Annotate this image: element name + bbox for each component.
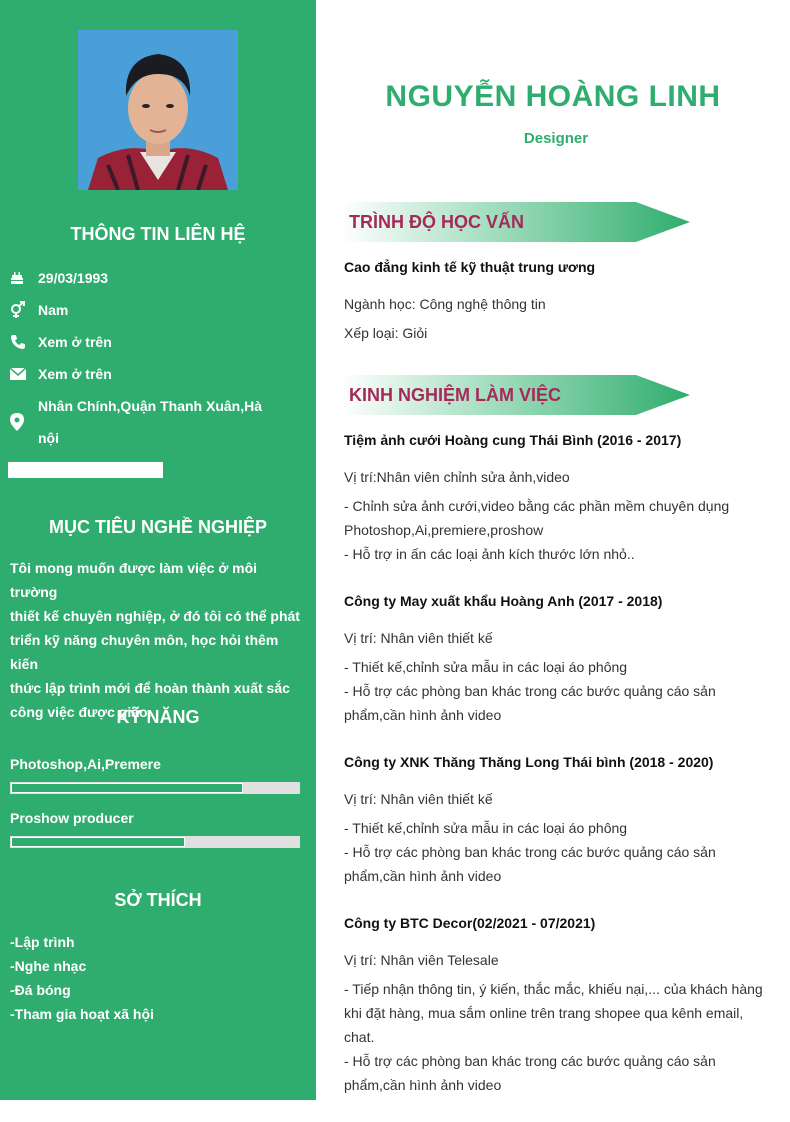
- hobby-item: -Đá bóng: [10, 982, 71, 998]
- address-text: [38, 390, 310, 454]
- contact-gender: [10, 294, 310, 326]
- contact-address: [10, 390, 310, 454]
- contact-email: [10, 358, 310, 390]
- job-line: phẩm,cần hình ảnh video: [344, 707, 502, 723]
- redacted-bar: [8, 462, 163, 478]
- job-line: phẩm,cần hình ảnh video: [344, 1077, 502, 1093]
- job-description: [344, 977, 764, 1097]
- job-line: - Thiết kế,chỉnh sửa mẫu in các loại áo phông: [344, 659, 628, 675]
- job-title: Công ty May xuất khẩu Hoàng Anh (2017 - 2018): [344, 593, 663, 609]
- job-position: Vị trí: Nhân viên Telesale: [344, 952, 499, 968]
- job-line: - Chỉnh sửa ảnh cưới,video bằng các phần mềm chuyên dụng: [344, 498, 730, 514]
- job-line: chat.: [344, 1029, 375, 1045]
- candidate-role: Designer: [523, 130, 589, 147]
- email-text: Xem ở trên: [38, 366, 112, 382]
- gender-icon: [10, 294, 38, 326]
- job-line: - Hỗ trợ các phòng ban khác trong các bước quảng cáo sản: [344, 844, 716, 860]
- experience-heading: KINH NGHIỆM LÀM VIỆC: [349, 385, 562, 405]
- job-line: phẩm,cần hình ảnh video: [344, 868, 502, 884]
- skills-heading: KỸ NĂNG: [116, 707, 200, 727]
- education-grade: Xếp loại: Giỏi: [344, 325, 428, 341]
- avatar: [78, 30, 238, 190]
- job-title: Công ty BTC Decor(02/2021 - 07/2021): [344, 915, 596, 931]
- skill-bar-fill: [11, 837, 185, 847]
- job-description: [344, 494, 764, 566]
- objective-text: [10, 556, 300, 724]
- skill-bar-track: [10, 836, 300, 848]
- address-line-2: nội: [38, 430, 59, 446]
- job-line: - Hỗ trợ các phòng ban khác trong các bước quảng cáo sản: [344, 683, 716, 699]
- birthday-text: 29/03/1993: [38, 270, 109, 286]
- skill-label: Photoshop,Ai,Premere: [10, 756, 161, 772]
- job-title: Tiệm ảnh cưới Hoàng cung Thái Bình (2016 - 2017): [344, 432, 682, 448]
- objective-line: thiết kế chuyên nghiệp, ở đó tôi có thể phát: [10, 608, 300, 624]
- objective-line: công việc được giao.: [10, 704, 152, 720]
- hobbies-heading: SỞ THÍCH: [114, 890, 202, 910]
- objective-line: Tôi mong muốn được làm việc ở môi trường: [10, 560, 258, 600]
- job-line: Photoshop,Ai,premiere,proshow: [344, 522, 544, 538]
- education-heading: TRÌNH ĐỘ HỌC VẤN: [349, 212, 524, 232]
- job-line: - Hỗ trợ in ấn các loại ảnh kích thước lớn nhỏ..: [344, 546, 635, 562]
- job-line: - Hỗ trợ các phòng ban khác trong các bước quảng cáo sản: [344, 1053, 716, 1069]
- address-line-1: Nhân Chính,Quận Thanh Xuân,Hà: [38, 398, 262, 414]
- experience-banner: [340, 375, 692, 415]
- objective-heading: MỤC TIÊU NGHỀ NGHIỆP: [48, 517, 267, 537]
- hobby-item: -Tham gia hoạt xã hội: [10, 1006, 154, 1022]
- job-line: - Tiếp nhận thông tin, ý kiến, thắc mắc, khiếu nại,... của khách hàng: [344, 981, 763, 997]
- education-major: Ngành học: Công nghệ thông tin: [344, 296, 546, 312]
- candidate-name: NGUYỄN HOÀNG LINH: [385, 80, 721, 113]
- mail-icon: [10, 358, 38, 390]
- phone-text: Xem ở trên: [38, 334, 112, 350]
- hobby-item: -Lập trình: [10, 934, 75, 950]
- job-title: Công ty XNK Thăng Thăng Long Thái bình (2018 - 2020): [344, 754, 714, 770]
- hobby-item: -Nghe nhạc: [10, 958, 87, 974]
- skill-bar-fill: [11, 783, 243, 793]
- skill-label: Proshow producer: [10, 810, 134, 826]
- education-banner: [340, 202, 692, 242]
- objective-line: thức lập trình mới để hoàn thành xuất sắc: [10, 680, 290, 696]
- sidebar: [0, 0, 316, 1100]
- location-icon: [10, 390, 38, 454]
- job-position: Vị trí: Nhân viên thiết kế: [344, 791, 493, 807]
- job-line: - Thiết kế,chỉnh sửa mẫu in các loại áo phông: [344, 820, 628, 836]
- gender-text: Nam: [38, 302, 69, 318]
- contact-phone: [10, 326, 310, 358]
- objective-line: triển kỹ năng chuyên môn, học hỏi thêm kiến: [10, 632, 279, 672]
- phone-icon: [10, 326, 38, 358]
- skill-bar-track: [10, 782, 300, 794]
- job-position: Vị trí: Nhân viên thiết kế: [344, 630, 493, 646]
- cake-icon: [10, 262, 38, 294]
- school-name: Cao đẳng kinh tế kỹ thuật trung ương: [344, 259, 596, 275]
- contact-birthday: [10, 262, 310, 294]
- job-line: khi đặt hàng, mua sắm online trên trang shopee qua kênh email,: [344, 1005, 744, 1021]
- job-position: Vị trí:Nhân viên chỉnh sửa ảnh,video: [344, 469, 570, 485]
- job-description: [344, 816, 764, 888]
- job-description: [344, 655, 764, 727]
- contact-heading: THÔNG TIN LIÊN HỆ: [70, 224, 246, 244]
